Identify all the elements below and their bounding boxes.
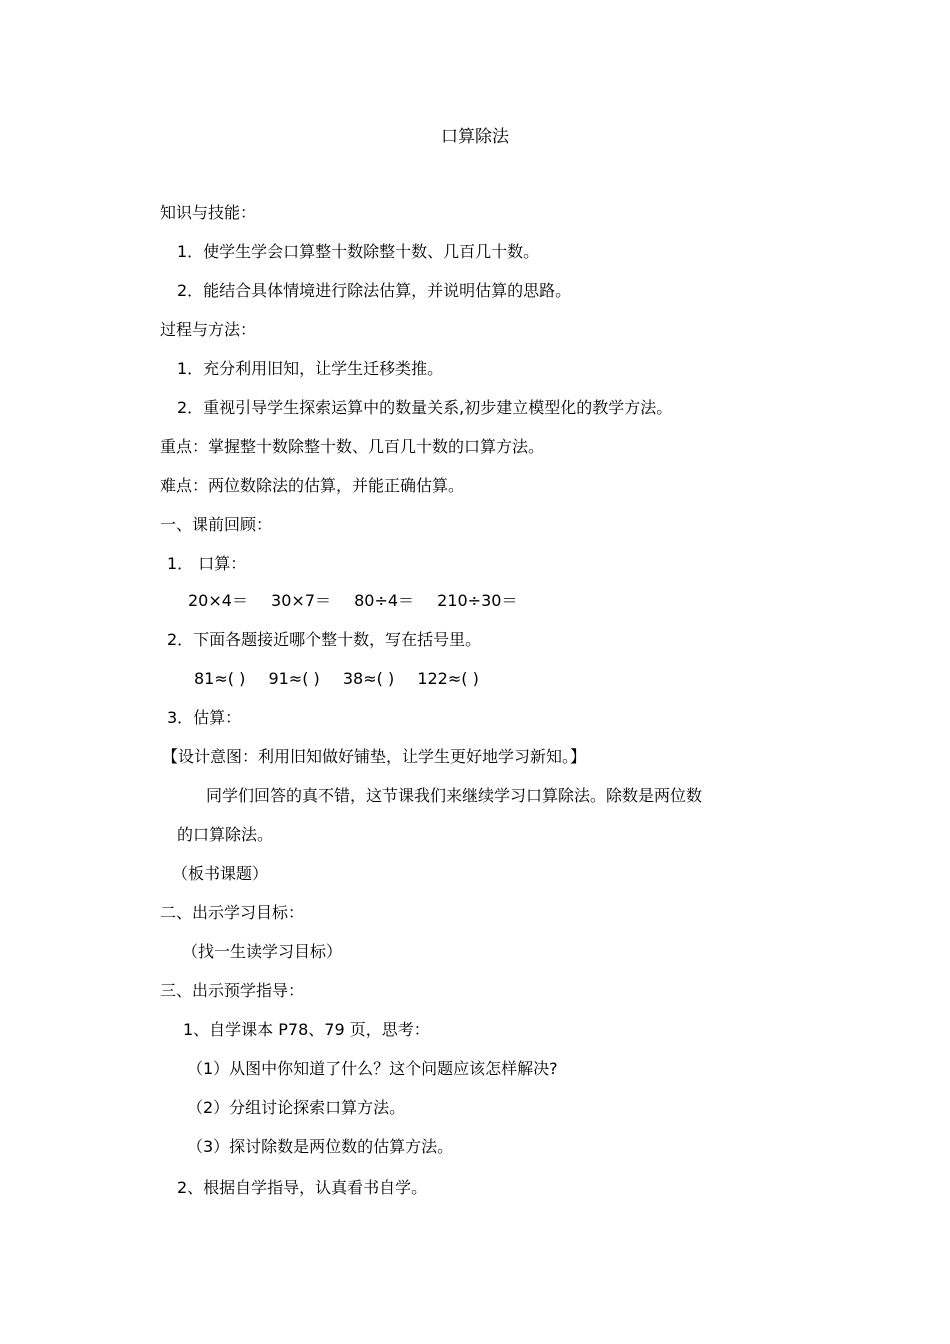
review-1-item: 210÷30＝ [437, 591, 518, 610]
process-heading: 过程与方法： [160, 320, 257, 339]
review-1-item: 20×4＝ [188, 591, 248, 610]
section-2-heading: 二、出示学习目标： [160, 903, 305, 922]
guide-item-2: 2、根据自学指导，认真看书自学。 [177, 1178, 428, 1197]
section-3-heading: 三、出示预学指导： [160, 981, 305, 1000]
process-item-2: 2．重视引导学生探索运算中的数量关系,初步建立模型化的教学方法。 [177, 398, 673, 417]
guide-question-3: （3）探讨除数是两位数的估算方法。 [187, 1137, 454, 1156]
key-point: 重点：掌握整十数除整十数、几百几十数的口算方法。 [160, 437, 545, 456]
review-1-heading: 1． 口算： [167, 554, 247, 573]
knowledge-item-2: 2．能结合具体情境进行除法估算，并说明估算的思路。 [177, 281, 572, 300]
knowledge-heading: 知识与技能： [160, 203, 257, 222]
review-1-items [188, 590, 517, 612]
process-item-1: 1．充分利用旧知，让学生迁移类推。 [177, 359, 444, 378]
read-goals-note: （找一生读学习目标） [182, 942, 343, 961]
guide-question-1: （1）从图中你知道了什么？这个问题应该怎样解决? [187, 1059, 558, 1078]
transition-line-1: 同学们回答的真不错，这节课我们来继续学习口算除法。除数是两位数 [206, 786, 703, 805]
review-3-heading: 3．估算： [167, 708, 242, 727]
guide-question-2: （2）分组讨论探索口算方法。 [187, 1098, 406, 1117]
review-2-item: 81≈( ) [194, 669, 246, 688]
knowledge-item-1: 1．使学生学会口算整十数除整十数、几百几十数。 [177, 242, 540, 261]
difficult-point: 难点：两位数除法的估算，并能正确估算。 [160, 476, 465, 495]
review-1-item: 80÷4＝ [354, 591, 415, 610]
review-2-item: 38≈( ) [342, 669, 395, 688]
review-2-item: 122≈( ) [417, 669, 479, 688]
design-intent: 【设计意图：利用旧知做好铺垫，让学生更好地学习新知。】 [162, 747, 587, 766]
review-2-heading: 2．下面各题接近哪个整十数，写在括号里。 [167, 630, 482, 649]
transition-line-2: 的口算除法。 [177, 825, 274, 844]
review-2-items [194, 668, 479, 690]
document-title: 口算除法 [441, 127, 509, 147]
guide-item-1: 1、自学课本 P78、79 页，思考： [183, 1020, 430, 1039]
review-2-item: 91≈( ) [268, 669, 320, 688]
review-1-item: 30×7＝ [271, 591, 331, 610]
section-1-heading: 一、课前回顾： [160, 515, 273, 534]
board-title-note: （板书课题） [172, 864, 269, 883]
